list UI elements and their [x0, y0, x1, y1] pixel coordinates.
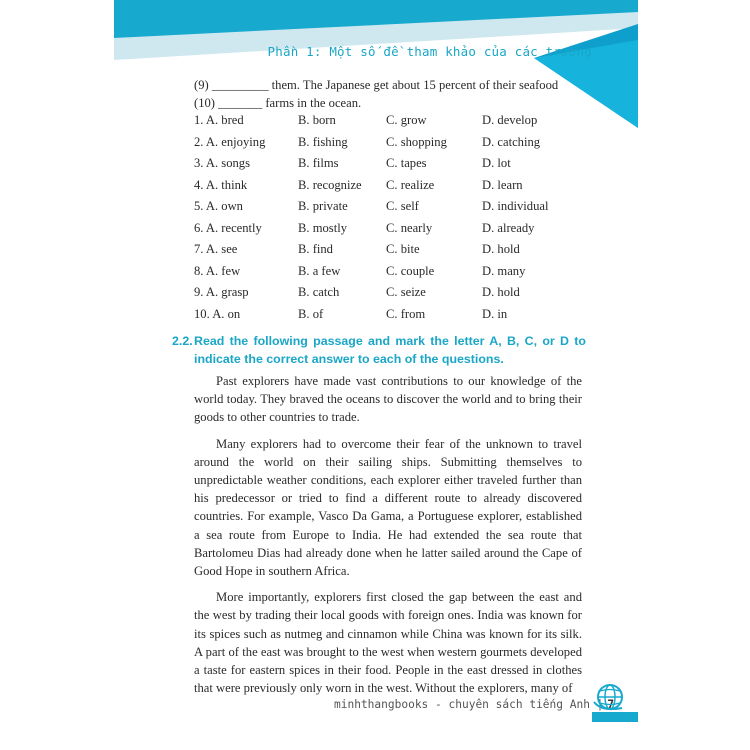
option-b: B. of — [298, 306, 324, 321]
option-c: C. seize — [386, 285, 426, 299]
option-b: B. born — [298, 113, 336, 127]
section-instruction: Read the following passage and mark the letter A, B, C, or D to indicate the correct answer to each of the questions. — [194, 334, 586, 366]
option-c: C. bite — [386, 242, 420, 256]
option-b: B. find — [298, 242, 333, 256]
option-b: B. recognize — [298, 177, 362, 192]
footer-accent-band — [592, 712, 638, 722]
option-d: D. learn — [482, 177, 523, 192]
option-a: 4. A. think — [194, 177, 248, 192]
option-d: D. hold — [482, 285, 520, 299]
option-b: B. a few — [298, 263, 341, 278]
reading-passage — [194, 372, 582, 705]
option-d: D. individual — [482, 199, 549, 213]
option-d: D. many — [482, 263, 526, 278]
option-d: D. already — [482, 220, 535, 235]
option-d: D. hold — [482, 242, 520, 256]
option-d: D. develop — [482, 113, 538, 127]
option-c: C. tapes — [386, 156, 427, 170]
passage-paragraph: More importantly, explorers first closed the gap between the east and the west by trading their local goods with foreign ones. India was known for its spices such as nutmeg and cinnamon while China was known for its silk. A part of the east was brought to the west when western gourmets developed a taste for eastern spices in their food. People in the east dressed in clothes that were previously only worn in the west. Without the explorers, many of — [194, 590, 582, 696]
page-header-title: Phần 1: Một số đề tham khảo của các trường — [267, 44, 592, 59]
option-c: C. from — [386, 306, 426, 321]
globe-logo-icon — [592, 682, 628, 714]
option-b: B. mostly — [298, 220, 347, 235]
option-c: C. grow — [386, 113, 427, 127]
cloze-passage-end — [194, 76, 584, 112]
option-c: C. nearly — [386, 220, 433, 235]
option-b: B. fishing — [298, 134, 348, 149]
option-a: 6. A. recently — [194, 220, 262, 235]
option-a: 8. A. few — [194, 263, 241, 278]
section-number: 2.2. — [172, 334, 193, 348]
option-b: B. catch — [298, 285, 340, 299]
option-a: 7. A. see — [194, 242, 238, 256]
option-b: B. private — [298, 199, 348, 213]
option-c: C. realize — [386, 177, 435, 192]
option-a: 2. A. enjoying — [194, 134, 266, 149]
passage-paragraph: Past explorers have made vast contributions to our knowledge of the world today. They braved the oceans to discover the world and to bring their goods to other countries to trade. — [194, 374, 582, 425]
cloze-line-10: (10) _______ farms in the ocean. — [194, 96, 362, 110]
option-a: 1. A. bred — [194, 113, 244, 127]
footer-publisher: minhthangbooks - chuyên sách tiếng Anh | — [334, 698, 604, 711]
option-d: D. catching — [482, 134, 541, 149]
option-a: 9. A. grasp — [194, 285, 249, 299]
passage-paragraph: Many explorers had to overcome their fear of the unknown to travel around the world on their sailing ships. Submitting themselves to unpredictable weather conditions, each explorer either traveled further than his predecessor or tried to find a different route to already discovered countries. For example, Vasco Da Gama, a Portuguese explorer, established a sea route from Europe to India. He had extended the sea route that Bartolomeu Dias had already done when he latter sailed around the Cape of Good Hope in southern Africa. — [194, 436, 582, 579]
book-page — [114, 0, 638, 730]
option-a: 3. A. songs — [194, 156, 250, 170]
option-c: C. couple — [386, 263, 435, 278]
option-c: C. shopping — [386, 134, 447, 149]
option-a: 5. A. own — [194, 199, 243, 213]
option-a: 10. A. on — [194, 306, 241, 321]
option-d: D. in — [482, 306, 508, 321]
page-number: 7 — [607, 698, 615, 711]
option-c: C. self — [386, 199, 419, 213]
page-footer — [334, 698, 614, 711]
cloze-line-9: (9) _________ them. The Japanese get about 15 percent of their seafood — [194, 78, 559, 92]
option-d: D. lot — [482, 156, 511, 170]
option-b: B. films — [298, 156, 339, 170]
